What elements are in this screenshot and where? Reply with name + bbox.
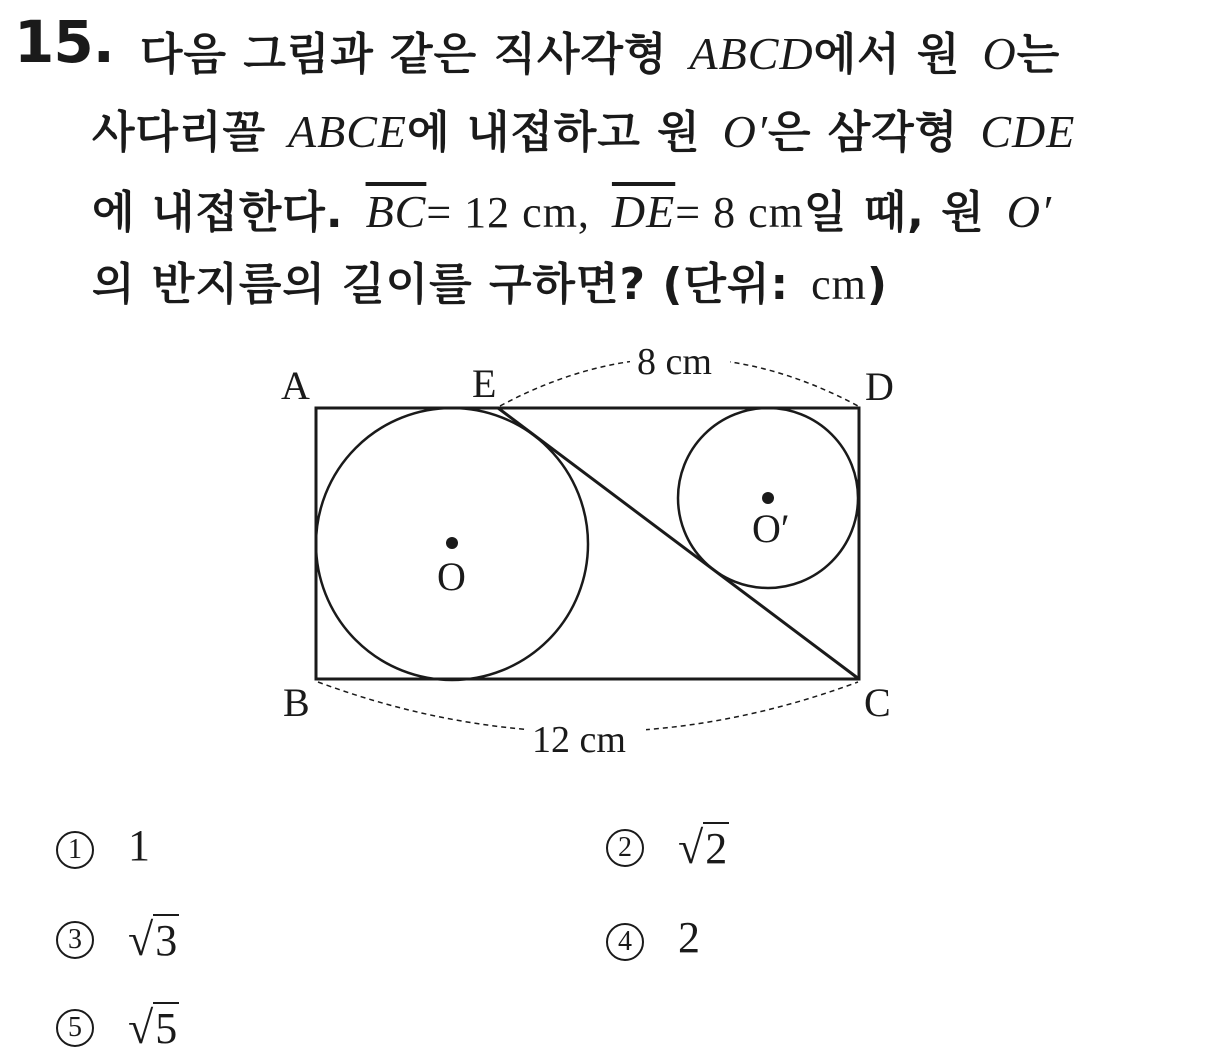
choice-1[interactable] xyxy=(56,820,150,871)
q-text: 에서 원 xyxy=(813,29,961,80)
choice-5[interactable] xyxy=(56,998,179,1054)
q-text: , xyxy=(577,188,590,237)
q-math-segment: $\overline{BC}$ xyxy=(365,186,427,237)
choice-number: 1 xyxy=(56,831,94,869)
q-text: 에 내접한다. xyxy=(92,187,344,238)
choice-number: 3 xyxy=(56,921,94,959)
q-text: 에 내접하고 원 xyxy=(407,107,701,158)
center-o-dot xyxy=(446,537,458,549)
q-math: cm xyxy=(811,260,867,309)
choice-value: 1 xyxy=(128,821,150,870)
q-math: ABCD xyxy=(689,28,814,79)
choice-2[interactable] xyxy=(606,818,729,874)
label-c: C xyxy=(864,680,891,725)
label-b: B xyxy=(283,680,310,725)
q-text: 은 삼각형 xyxy=(767,107,959,158)
q-text: 일 때, 원 xyxy=(803,187,985,238)
q-text: 는 xyxy=(1016,29,1061,80)
label-e: E xyxy=(472,361,497,406)
q-math: O′ xyxy=(722,106,768,157)
sqrt-expression: √2 xyxy=(678,822,728,874)
choice-3[interactable] xyxy=(56,910,179,966)
choice-number: 2 xyxy=(606,829,644,867)
q-math: = 8 cm xyxy=(675,188,804,237)
q-text: 다음 그림과 같은 직사각형 xyxy=(140,29,668,80)
q-math: O xyxy=(982,28,1017,79)
q-math: O′ xyxy=(1006,186,1052,237)
q-math: = 12 cm xyxy=(426,188,578,237)
bottom-length-label: 12 cm xyxy=(532,719,626,761)
q-text: 사다리꼴 xyxy=(92,107,267,158)
label-o: O xyxy=(437,554,466,599)
label-d: D xyxy=(865,364,894,409)
center-o-prime-dot xyxy=(762,492,774,504)
q-math: ABCE xyxy=(288,106,407,157)
choice-number: 5 xyxy=(56,1009,94,1047)
choice-number: 4 xyxy=(606,923,644,961)
question-number: 15. xyxy=(14,8,114,76)
q-math-segment: $\overline{DE}$ xyxy=(611,186,676,237)
q-math: CDE xyxy=(980,106,1076,157)
segment-ec xyxy=(498,408,859,679)
sqrt-expression: √5 xyxy=(128,1002,178,1054)
choice-value: 2 xyxy=(678,913,700,962)
choice-4[interactable] xyxy=(606,912,700,963)
q-text: ) xyxy=(866,259,888,310)
label-o-prime: O′ xyxy=(752,506,790,551)
sqrt-expression: √3 xyxy=(128,914,178,966)
top-length-label: 8 cm xyxy=(637,341,712,383)
q-text: 의 반지름의 길이를 구하면? (단위: xyxy=(92,259,790,310)
label-a: A xyxy=(281,363,310,408)
